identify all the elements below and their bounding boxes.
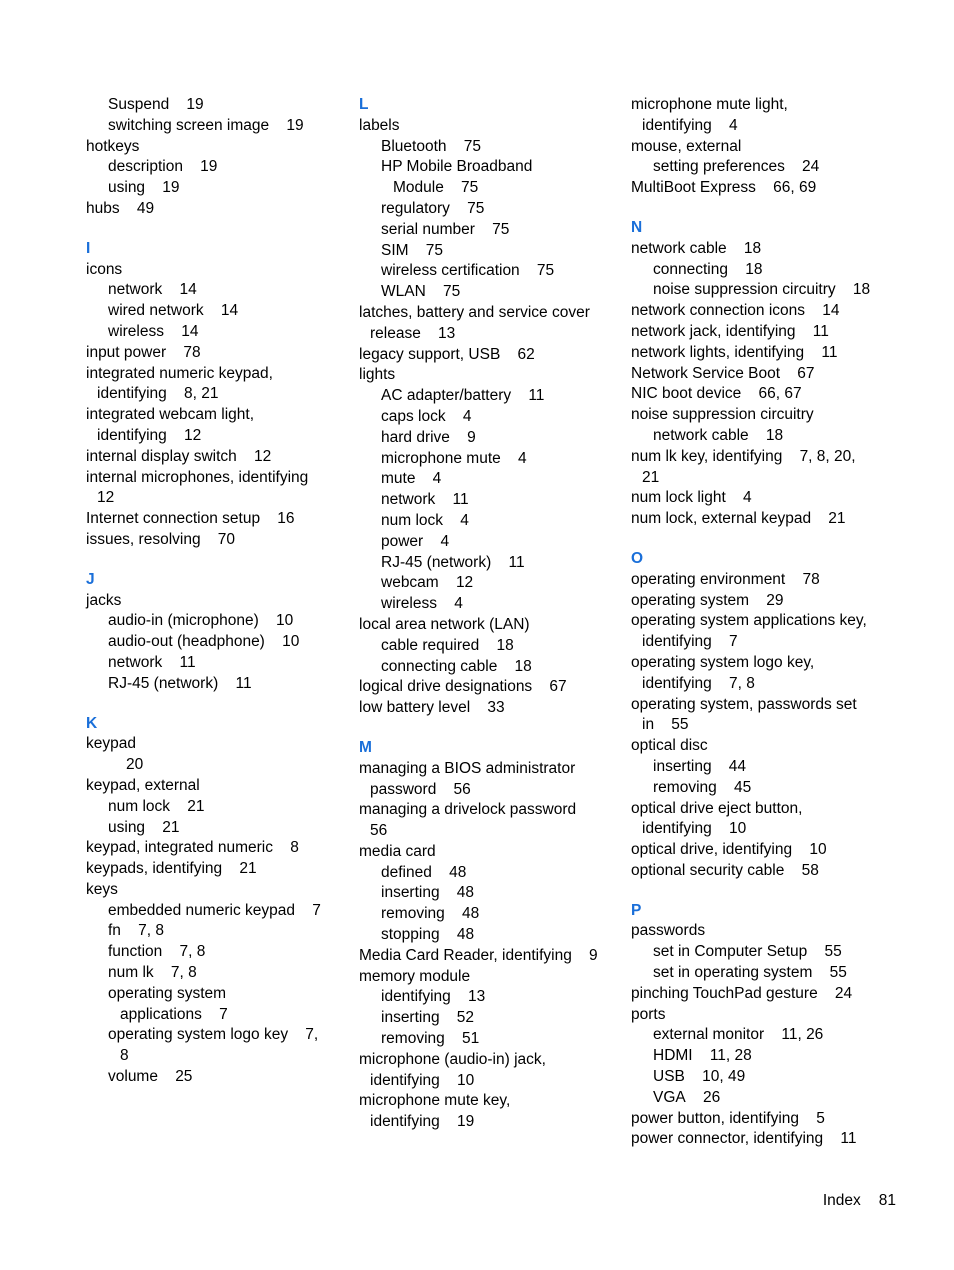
section-letter: K <box>86 714 98 732</box>
index-entry: keypad <box>86 735 136 753</box>
index-subentry: hard drive 9 <box>381 428 476 446</box>
index-entry: network connection icons 14 <box>631 302 840 320</box>
index-subentry: embedded numeric keypad 7 <box>108 901 321 919</box>
index-entry: identifying 12 <box>97 426 202 444</box>
index-subentry: audio-out (headphone) 10 <box>108 633 300 651</box>
index-entry: managing a BIOS administrator <box>359 759 576 777</box>
index-entry: num lock, external keypad 21 <box>631 510 846 528</box>
index-subentry: num lock 4 <box>381 511 469 529</box>
index-subentry: mute 4 <box>381 470 442 488</box>
index-subentry: setting preferences 24 <box>653 158 820 176</box>
index-subentry: operating system <box>108 984 227 1002</box>
page-footer <box>823 1191 896 1211</box>
index-subentry: wireless 4 <box>381 595 463 613</box>
index-subentry: Suspend 19 <box>108 96 204 113</box>
index-subentry: connecting cable 18 <box>381 657 532 675</box>
index-subentry: USB 10, 49 <box>653 1068 746 1086</box>
index-subentry: description 19 <box>108 158 218 176</box>
index-subentry: VGA 26 <box>653 1088 721 1106</box>
index-subentry: using 21 <box>108 818 180 836</box>
index-entry: keypads, identifying 21 <box>86 860 257 878</box>
index-entry: passwords <box>631 922 706 940</box>
index-subentry: 20 <box>126 756 144 774</box>
index-subentry: connecting 18 <box>653 260 763 278</box>
index-entry: num lk key, identifying 7, 8, 20, <box>631 447 856 465</box>
index-entry: 21 <box>642 468 660 486</box>
index-subentry: operating system logo key 7, <box>108 1026 319 1044</box>
page-number: 81 <box>878 1192 896 1209</box>
index-subentry: network 14 <box>108 281 197 299</box>
index-section <box>631 95 886 199</box>
index-entry: hotkeys <box>86 137 140 155</box>
index-entry: power connector, identifying 11 <box>631 1130 857 1148</box>
index-entry: integrated numeric keypad, <box>86 364 273 382</box>
index-subentry: 8 <box>120 1047 129 1065</box>
index-entry: keypad, integrated numeric 8 <box>86 839 299 857</box>
index-subentry: stopping 48 <box>381 926 475 944</box>
index-entry: issues, resolving 70 <box>86 530 236 548</box>
index-entry: microphone mute light, <box>631 96 788 113</box>
index-subentry: num lock 21 <box>108 797 205 815</box>
index-entry: hubs 49 <box>86 199 155 217</box>
section-letter: P <box>631 901 642 919</box>
index-entry: operating environment 78 <box>631 570 820 588</box>
index-subentry: inserting 52 <box>381 1009 475 1027</box>
index-subentry: SIM 75 <box>381 241 444 259</box>
index-column-3 <box>631 95 886 1150</box>
index-entry: pinching TouchPad gesture 24 <box>631 984 853 1002</box>
index-section <box>86 714 336 1088</box>
index-entry: legacy support, USB 62 <box>359 345 535 363</box>
index-subentry: inserting 44 <box>653 757 747 775</box>
index-entry: identifying 10 <box>370 1071 475 1089</box>
index-entry: mouse, external <box>631 137 742 155</box>
index-subentry: WLAN 75 <box>381 283 461 301</box>
index-subentry: removing 51 <box>381 1030 480 1048</box>
index-subentry: network cable 18 <box>653 426 784 444</box>
index-subentry: set in Computer Setup 55 <box>653 943 842 961</box>
index-entry: Internet connection setup 16 <box>86 510 295 528</box>
index-entry: 12 <box>97 489 115 507</box>
index-subentry: applications 7 <box>120 1005 228 1023</box>
index-entry: identifying 19 <box>370 1113 475 1131</box>
index-subentry: AC adapter/battery 11 <box>381 387 545 405</box>
index-entry: keys <box>86 880 118 898</box>
section-letter: L <box>359 96 369 113</box>
section-letter: N <box>631 218 643 236</box>
index-section <box>631 218 886 530</box>
index-entry: internal microphones, identifying <box>86 468 309 486</box>
index-subentry: using 19 <box>108 179 180 197</box>
index-subentry: webcam 12 <box>381 574 474 592</box>
index-entry: NIC boot device 66, 67 <box>631 385 802 403</box>
index-subentry: regulatory 75 <box>381 199 485 217</box>
index-subentry: volume 25 <box>108 1068 193 1086</box>
index-entry: operating system logo key, <box>631 653 815 671</box>
index-entry: keypad, external <box>86 776 200 794</box>
index-subentry: RJ-45 (network) 11 <box>381 553 525 571</box>
index-entry: input power 78 <box>86 343 201 361</box>
index-subentry: HP Mobile Broadband <box>381 158 533 176</box>
index-subentry: wireless certification 75 <box>381 262 555 280</box>
index-subentry: caps lock 4 <box>381 407 472 425</box>
index-entry: optional security cable 58 <box>631 861 819 879</box>
index-subentry: function 7, 8 <box>108 943 206 961</box>
index-subentry: serial number 75 <box>381 220 510 238</box>
index-section <box>86 570 336 695</box>
index-column-1 <box>86 95 336 1088</box>
index-entry: local area network (LAN) <box>359 615 530 633</box>
index-entry: memory module <box>359 967 471 985</box>
index-entry: MultiBoot Express 66, 69 <box>631 179 817 197</box>
index-entry: microphone (audio-in) jack, <box>359 1050 546 1068</box>
index-subentry: wireless 14 <box>108 322 199 340</box>
index-entry: Network Service Boot 67 <box>631 364 815 382</box>
index-entry: release 13 <box>370 324 456 342</box>
index-entry: icons <box>86 260 123 278</box>
index-subentry: Module 75 <box>393 179 479 197</box>
section-letter: M <box>359 738 372 756</box>
index-entry: identifying 7, 8 <box>642 674 755 692</box>
index-entry: identifying 8, 21 <box>97 385 219 403</box>
index-subentry: noise suppression circuitry 18 <box>653 281 871 299</box>
index-subentry: RJ-45 (network) 11 <box>108 674 252 692</box>
index-entry: optical disc <box>631 737 708 755</box>
index-entry: optical drive, identifying 10 <box>631 841 827 859</box>
index-section <box>86 95 336 220</box>
index-subentry: inserting 48 <box>381 884 475 902</box>
index-entry: 56 <box>370 822 388 840</box>
index-entry: ports <box>631 1005 666 1023</box>
index-subentry: wired network 14 <box>108 302 239 320</box>
section-letter: J <box>86 570 95 588</box>
index-entry: lights <box>359 366 396 384</box>
index-entry: password 56 <box>370 780 471 798</box>
index-subentry: microphone mute 4 <box>381 449 527 467</box>
index-entry: low battery level 33 <box>359 699 505 717</box>
index-entry: latches, battery and service cover <box>359 303 590 321</box>
index-section <box>86 239 336 551</box>
index-subentry: num lk 7, 8 <box>108 964 197 982</box>
index-section <box>631 549 886 882</box>
index-entry: num lock light 4 <box>631 489 752 507</box>
index-subentry: set in operating system 55 <box>653 964 847 982</box>
index-entry: identifying 4 <box>642 116 738 134</box>
index-section <box>359 738 614 1133</box>
index-entry: microphone mute key, <box>359 1092 511 1110</box>
index-entry: logical drive designations 67 <box>359 678 567 696</box>
index-entry: operating system, passwords set <box>631 695 857 713</box>
index-entry: optical drive eject button, <box>631 799 803 817</box>
index-entry: identifying 10 <box>642 820 747 838</box>
index-subentry: removing 48 <box>381 905 480 923</box>
index-entry: integrated webcam light, <box>86 406 255 424</box>
index-subentry: external monitor 11, 26 <box>653 1026 824 1044</box>
index-entry: network lights, identifying 11 <box>631 343 838 361</box>
section-letter: O <box>631 549 644 567</box>
index-subentry: network 11 <box>381 491 469 509</box>
index-subentry: cable required 18 <box>381 636 514 654</box>
index-subentry: Bluetooth 75 <box>381 137 481 155</box>
index-entry: operating system applications key, <box>631 612 867 630</box>
index-subentry: network 11 <box>108 653 196 671</box>
index-subentry: switching screen image 19 <box>108 116 304 134</box>
index-entry: noise suppression circuitry <box>631 406 814 424</box>
index-entry: network jack, identifying 11 <box>631 322 829 340</box>
index-entry: labels <box>359 116 400 134</box>
index-subentry: defined 48 <box>381 863 467 881</box>
index-subentry: power 4 <box>381 532 450 550</box>
index-entry: managing a drivelock password <box>359 801 577 819</box>
index-subentry: identifying 13 <box>381 988 486 1006</box>
index-subentry: removing 45 <box>653 778 752 796</box>
section-letter: I <box>86 239 91 257</box>
index-section <box>631 901 886 1151</box>
index-entry: power button, identifying 5 <box>631 1109 825 1127</box>
footer-label: Index <box>822 1192 861 1209</box>
index-column-2 <box>359 95 614 1133</box>
index-entry: Media Card Reader, identifying 9 <box>359 946 598 964</box>
index-entry: internal display switch 12 <box>86 447 272 465</box>
index-subentry: audio-in (microphone) 10 <box>108 612 294 630</box>
index-entry: jacks <box>86 591 122 609</box>
index-entry: network cable 18 <box>631 239 762 257</box>
index-entry: identifying 7 <box>642 633 738 651</box>
index-subentry: fn 7, 8 <box>108 922 165 940</box>
index-entry: media card <box>359 842 436 860</box>
index-entry: in 55 <box>642 716 689 734</box>
index-section <box>359 95 614 719</box>
index-entry: operating system 29 <box>631 591 784 609</box>
index-subentry: HDMI 11, 28 <box>653 1047 752 1065</box>
